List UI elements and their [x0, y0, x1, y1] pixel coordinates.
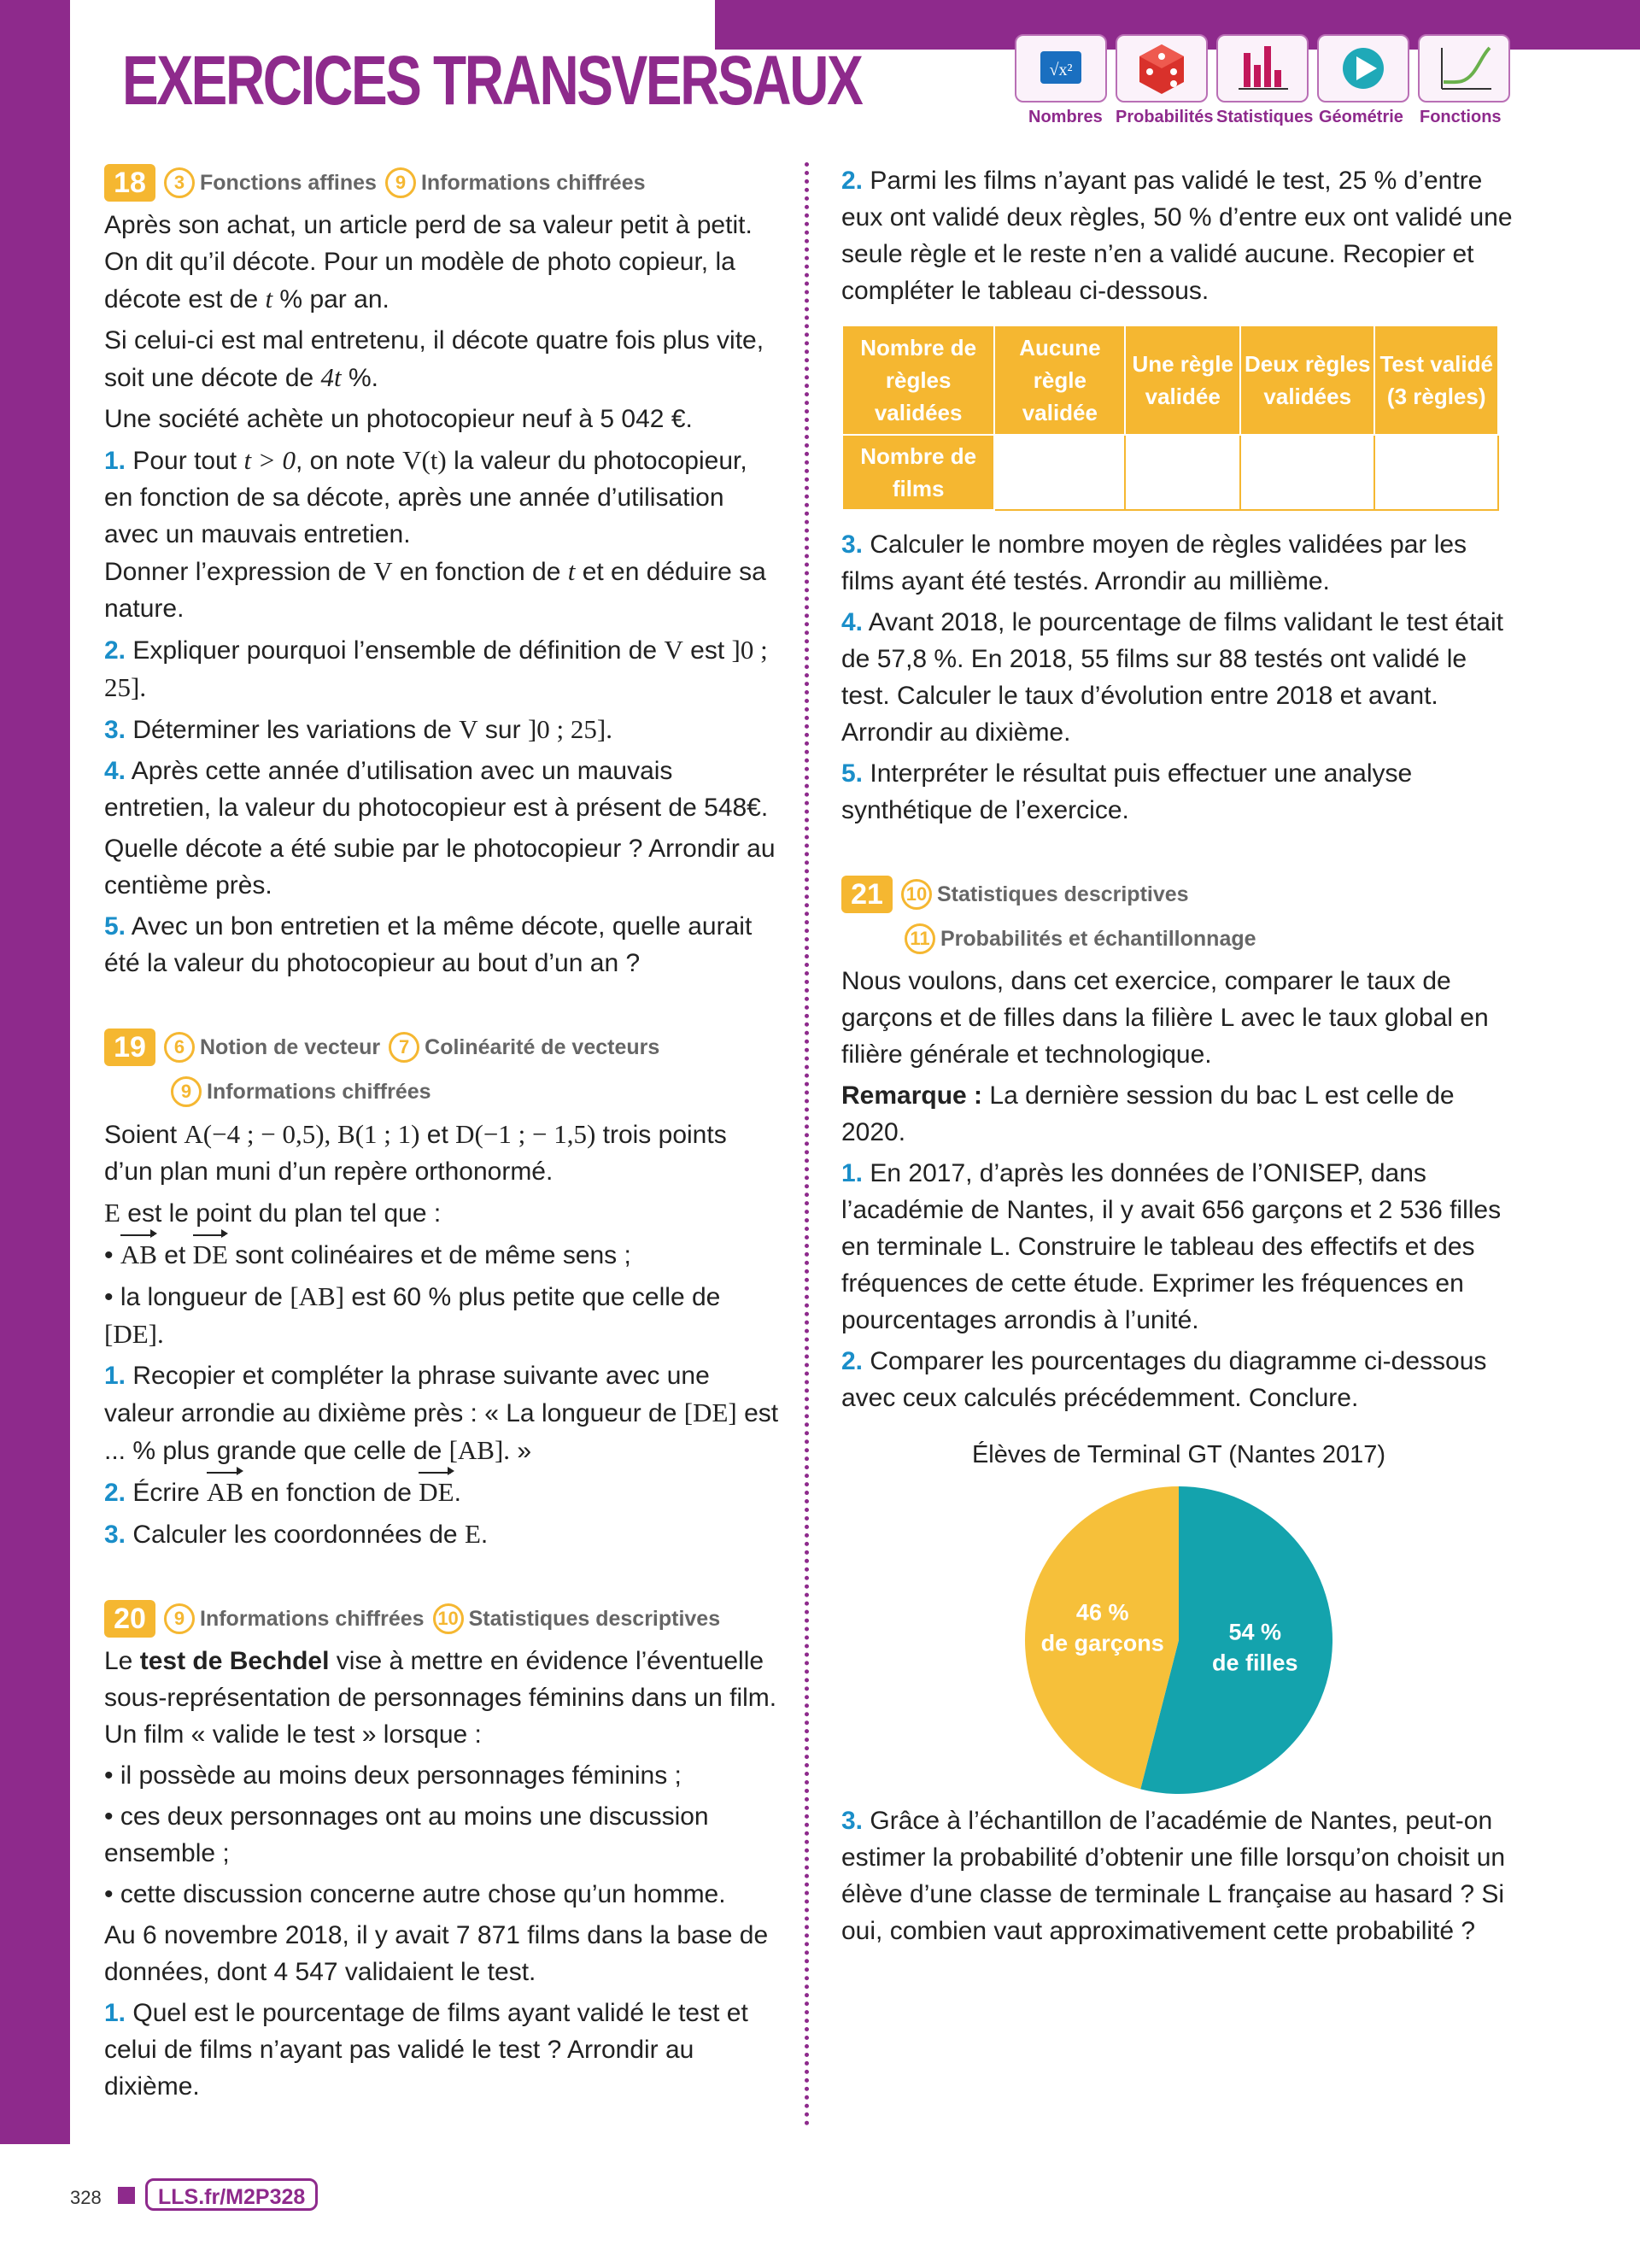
probabilites-icon [1116, 34, 1208, 103]
skill-tag [164, 167, 377, 198]
tag-number: 7 [389, 1032, 419, 1063]
question-5: 5. Avec un bon entretien et la même décote, quelle aurait été la valeur du photocopieur au bout d’un an ? [104, 912, 753, 977]
bechdel-table [841, 325, 1499, 511]
paragraph: Le test de Bechdel vise à mettre en évidence l’éventuelle sous-représentation de personnages féminins dans un film. Un film « valide le test » lorsque : [104, 1647, 777, 1749]
theme-icons [1015, 34, 1510, 104]
paragraph: Au 6 novembre 2018, il y avait 7 871 films dans la base de données, dont 4 547 validaient le test. [104, 1921, 769, 1986]
bullet: • ces deux personnages ont au moins une discussion ensemble ; [104, 1802, 709, 1867]
question-1: 1. En 2017, d’après les données de l’ONISEP, dans l’académie de Nantes, il y avait 656 garçons et 2 536 filles en terminale L. Construire le tableau des effectifs et des fréquences de cette étude. Exprimer les fréquences en pourcentages arrondis à l’unité. [841, 1159, 1502, 1334]
pie-label-0-0: 54 % [1228, 1619, 1282, 1645]
question-1: 1. Quel est le pourcentage de films ayant validé le test et celui de films n’ayant pas validé le test ? Arrondir au dixième. [104, 1999, 748, 2101]
question-1: 1. Pour tout t > 0, on note V(t) la valeur du photocopieur, en fonction de sa décote, après une année d’utilisation avec un mauvais entretien. Donner l’expression de V en fonction de t et en déduire sa nature. [104, 445, 766, 623]
question-2: 2. Écrire AB en fonction de DE. [104, 1474, 779, 1511]
tag-label: Informations chiffrées [207, 1079, 431, 1104]
exercise-21 [841, 874, 1516, 1949]
tag-label: Probabilités et échantillonnage [940, 926, 1256, 951]
tag-label: Notion de vecteur [200, 1034, 381, 1059]
table-header: Deux règles validées [1240, 325, 1374, 435]
paragraph: Si celui-ci est mal entretenu, il décote quatre fois plus vite, soit une décote de 4t %. [104, 326, 764, 392]
chart-title: Élèves de Terminal GT (Nantes 2017) [971, 1441, 1386, 1468]
question-3: 3. Calculer les coordonnées de E. [104, 1519, 489, 1549]
pie-label-1-0: 46 % [1075, 1599, 1129, 1626]
icon-label-probabilites: Probabilités [1116, 108, 1214, 126]
skill-tag [389, 1032, 659, 1063]
icon-label-geometrie: Géométrie [1319, 108, 1403, 126]
question-2: 2. Parmi les films n’ayant pas validé le test, 25 % d’entre eux ont validé deux règles, 50 % d’entre eux ont validé une seule règle et le reste n’en a validé aucune. Recopier et compléter le tableau ci-dessous. [841, 167, 1513, 305]
skill-tag [164, 1032, 380, 1063]
skill-tag [905, 923, 1256, 954]
left-margin-band [0, 0, 70, 2144]
bullet: • AB et DE sont colinéaires et de même sens ; [104, 1236, 779, 1274]
svg-text:√x²: √x² [1049, 61, 1073, 79]
page-number: 328 [70, 2187, 102, 2208]
bullet: • cette discussion concerne autre chose qu’un homme. [104, 1880, 726, 1908]
question-3: 3. Calculer le nombre moyen de règles validées par les films ayant été testés. Arrondir au millième. [841, 530, 1467, 595]
exercise-number: 21 [841, 876, 893, 913]
nombres-icon [1015, 34, 1107, 103]
paragraph: E est le point du plan tel que : [104, 1198, 442, 1228]
pie-chart [841, 1427, 1516, 1802]
question-1: 1. Recopier et compléter la phrase suivante avec une valeur arrondie au dixième près : « La longueur de [DE] est ... % plus grande que celle de [AB]. » [104, 1362, 779, 1465]
table-cell [1125, 435, 1240, 510]
left-column [104, 162, 779, 2109]
pie-label-1-1: de garçons [1040, 1630, 1164, 1656]
vector-ab: AB [207, 1474, 243, 1510]
skill-tag [171, 1076, 431, 1107]
question-4: 4. Après cette année d’utilisation avec un mauvais entretien, la valeur du photocopieur est à présent de 548€. [104, 757, 769, 822]
remark: Remarque : La dernière session du bac L est celle de 2020. [841, 1081, 1455, 1146]
exercise-19 [104, 1027, 779, 1553]
skill-tag [164, 1603, 425, 1634]
exercise-number: 20 [104, 1600, 155, 1638]
skill-tag [901, 879, 1189, 910]
icon-label-fonctions: Fonctions [1420, 108, 1502, 126]
icon-label-statistiques: Statistiques [1216, 108, 1314, 126]
tag-label: Informations chiffrées [200, 1606, 425, 1631]
footer-square-icon [118, 2187, 135, 2204]
table-cell [994, 435, 1125, 510]
tag-label: Statistiques descriptives [468, 1606, 721, 1631]
icon-label-nombres: Nombres [1028, 108, 1103, 126]
vector-de: DE [193, 1236, 228, 1273]
statistiques-icon [1216, 34, 1309, 103]
table-header: Une règle validée [1125, 325, 1240, 435]
paragraph: Après son achat, un article perd de sa valeur petit à petit. On dit qu’il décote. Pour un modèle de photo copieur, la décote est de t % par an. [104, 211, 753, 314]
paragraph: Nous voulons, dans cet exercice, comparer le taux de garçons et de filles dans la filière L avec le taux global en filière générale et technologique. [841, 967, 1489, 1069]
tag-label: Statistiques descriptives [937, 882, 1189, 906]
fonctions-icon [1418, 34, 1510, 103]
exercise-number: 18 [104, 164, 155, 202]
tag-label: Fonctions affines [200, 170, 377, 195]
tag-label: Informations chiffrées [420, 170, 646, 195]
table-header: Nombre de règles validées [842, 325, 994, 435]
exercise-18 [104, 162, 779, 982]
tag-number: 9 [171, 1076, 202, 1107]
question-3: 3. Grâce à l’échantillon de l’académie de Nantes, peut-on estimer la probabilité d’obtenir une fille lorsqu’on choisit un élève d’une classe de terminale L française au hasard ? Si oui, combien vaut approximativement cette probabilité ? [841, 1807, 1506, 1945]
tag-number: 9 [164, 1603, 195, 1634]
question-4: 4. Avant 2018, le pourcentage de films validant le test était de 57,8 %. En 2018, 55 films sur 88 testés ont validé le test. Calculer le taux d’évolution entre 2018 et avant. Arrondir au dixième. [841, 608, 1503, 747]
lls-link[interactable]: LLS.fr/M2P328 [145, 2178, 318, 2211]
skill-tag [433, 1603, 721, 1634]
bullet: • la longueur de [AB] est 60 % plus petite que celle de [DE]. [104, 1281, 721, 1349]
table-cell [1374, 435, 1498, 510]
question-2: 2. Expliquer pourquoi l’ensemble de définition de V est ]0 ; 25]. [104, 635, 768, 702]
table-header: Test validé (3 règles) [1374, 325, 1498, 435]
table-header: Aucune règle validée [994, 325, 1125, 435]
paragraph: Soient A(−4 ; − 0,5), B(1 ; 1) et D(−1 ; − 1,5) trois points d’un plan muni d’un repère orthonormé. [104, 1119, 727, 1186]
tag-number: 10 [433, 1603, 464, 1634]
question-5: 5. Interpréter le résultat puis effectuer une analyse synthétique de l’exercice. [841, 759, 1413, 824]
tag-number: 11 [905, 923, 935, 954]
geometrie-icon [1317, 34, 1409, 103]
table-row-header: Nombre de films [842, 435, 994, 510]
vector-de: DE [419, 1474, 454, 1510]
skill-tag [385, 167, 646, 198]
page-title: EXERCICES TRANSVERSAUX [122, 42, 862, 120]
tag-label: Colinéarité de vecteurs [425, 1034, 660, 1059]
question-2: 2. Comparer les pourcentages du diagramme ci-dessous avec ceux calculés précédemment. Conclure. [841, 1347, 1487, 1412]
tag-number: 9 [385, 167, 416, 198]
right-column [841, 162, 1516, 1954]
bullet: • il possède au moins deux personnages féminins ; [104, 1761, 682, 1790]
tag-number: 3 [164, 167, 195, 198]
question-3: 3. Déterminer les variations de V sur ]0 ; 25]. [104, 714, 612, 744]
tag-number: 10 [901, 879, 932, 910]
table-cell [1240, 435, 1374, 510]
pie-chart-svg [841, 1427, 1516, 1802]
pie-label-0-1: de filles [1212, 1650, 1298, 1676]
question-4-continued: Quelle décote a été subie par le photocopieur ? Arrondir au centième près. [104, 835, 776, 900]
tag-number: 6 [164, 1032, 195, 1063]
column-divider [805, 162, 809, 2127]
exercise-20 [104, 1598, 779, 2105]
vector-ab: AB [120, 1236, 157, 1273]
exercise-number: 19 [104, 1029, 155, 1066]
paragraph: Une société achète un photocopieur neuf à 5 042 €. [104, 405, 693, 433]
